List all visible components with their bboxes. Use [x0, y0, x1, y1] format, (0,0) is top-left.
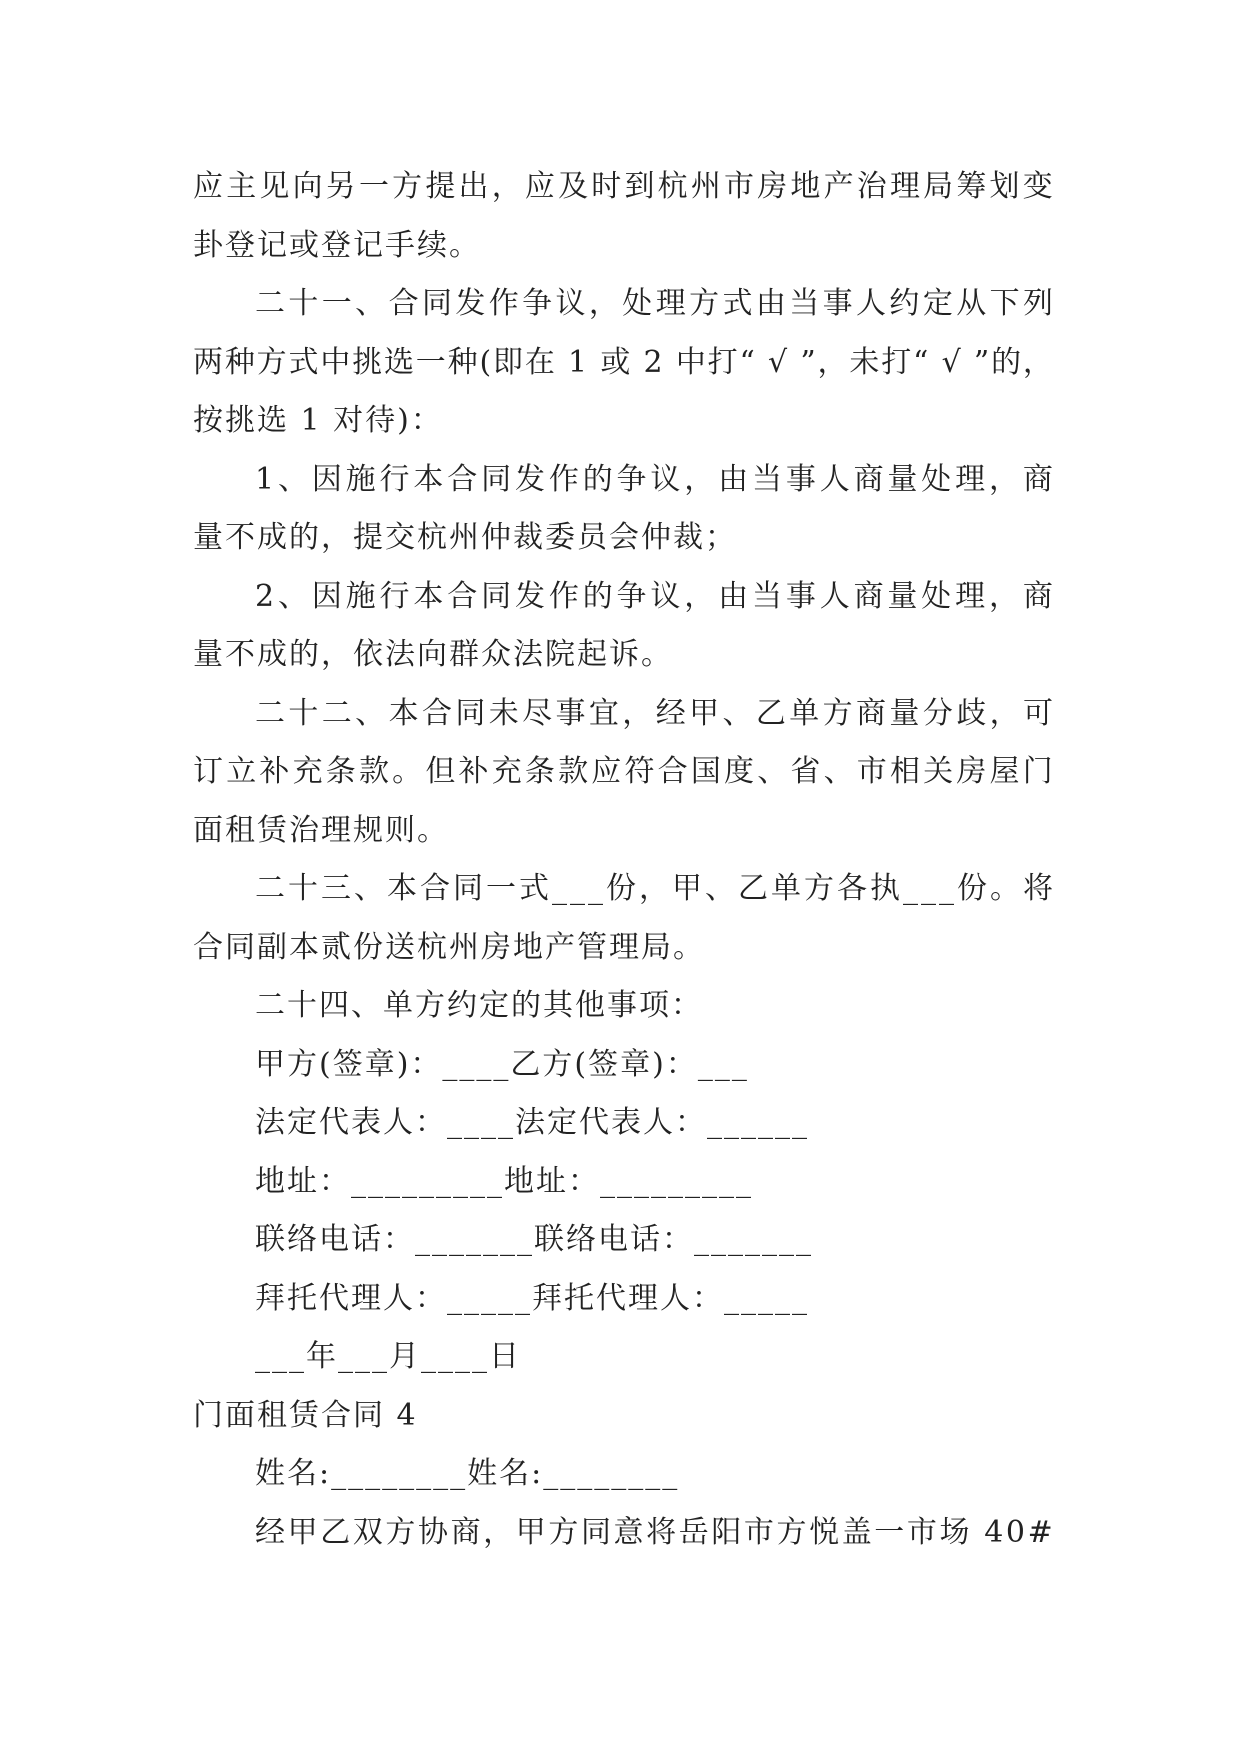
signature-party-line: 甲方(签章)：____乙方(签章)：___: [255, 1046, 749, 1082]
clause-21-heading: 二 十 一 、 合 同 发 作 争 议 ， 处 理 方 式 由 当 事 人 约 定 从 下 列: [255, 286, 1053, 321]
body-line: 量不成的，提交杭州仲裁委员会仲裁；: [193, 520, 737, 555]
body-line: 订 立 补 充 条 款 。 但 补 充 条 款 应 符 合 国 度 、 省 、 市 相 关 房 屋 门: [193, 754, 1053, 789]
body-line: 合同副本贰份送杭州房地产管理局。: [193, 929, 705, 965]
body-line: 经 甲 乙 双 方 协 商 ， 甲 方 同 意 将 岳 阳 市 方 悦 盖 一 市 场 4 0 #: [255, 1514, 1053, 1550]
name-line: 姓名:________姓名:________: [255, 1456, 680, 1491]
body-line: 卦登记或登记手续。: [193, 227, 481, 263]
document-body: [193, 158, 1053, 1562]
option-2: 2 、 因 施 行 本 合 同 发 作 的 争 议 ， 由 当 事 人 商 量 处 理 ， 商: [255, 578, 1053, 614]
clause-23-heading: 二 十 三 、 本 合 同 一 式 _ _ _ 份 ， 甲 、 乙 单 方 各 执 _ _ _ 份 。 将: [255, 871, 1053, 906]
section-title: 门面租赁合同 4: [193, 1397, 418, 1433]
clause-24-heading: 二十四、单方约定的其他事项：: [255, 988, 703, 1023]
legal-representative-line: 法定代表人：____法定代表人：______: [255, 1105, 809, 1140]
body-line: 按挑选 1 对待)：: [193, 403, 443, 438]
clause-22-heading: 二 十 二 、 本 合 同 未 尽 事 宜 ， 经 甲 、 乙 单 方 商 量 分 歧 ， 可: [255, 695, 1053, 731]
agent-line: 拜托代理人：_____拜托代理人：_____: [255, 1280, 809, 1316]
phone-line: 联络电话：_______联络电话：_______: [255, 1222, 813, 1257]
option-1: 1 、 因 施 行 本 合 同 发 作 的 争 议 ， 由 当 事 人 商 量 处 理 ， 商: [255, 461, 1053, 497]
body-line: 量不成的，依法向群众法院起诉。: [193, 637, 673, 672]
address-line: 地址：_________地址：_________: [255, 1163, 753, 1199]
date-line: ___年___月____日: [255, 1339, 521, 1374]
body-line: 两 种 方 式 中 挑 选 一 种 ( 即 在 1 或 2 中 打 “ √ ” ， 未 打 “ √ ” 的 ，: [193, 344, 1053, 380]
body-line: 面租赁治理规则。: [193, 812, 449, 848]
body-line: 应 主 见 向 另 一 方 提 出 ， 应 及 时 到 杭 州 市 房 地 产 治 理 局 筹 划 变: [193, 169, 1053, 204]
